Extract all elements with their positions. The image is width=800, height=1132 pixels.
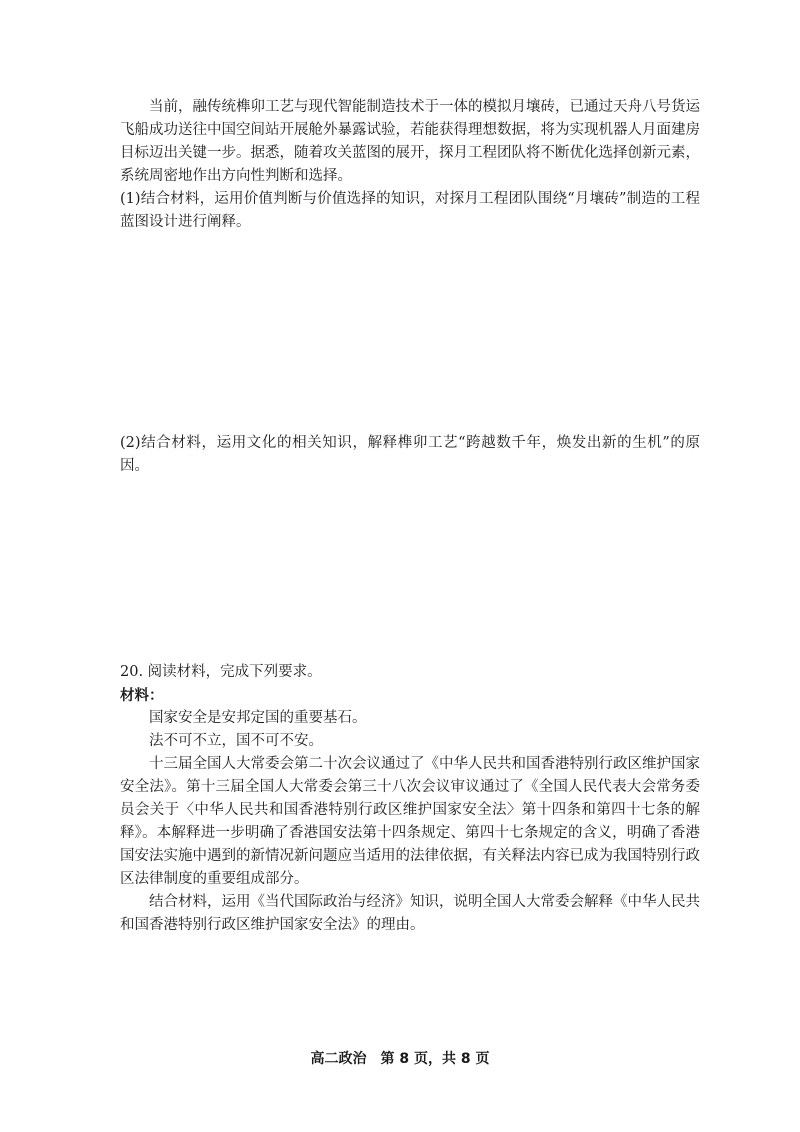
- question-19-part-2: [120, 432, 700, 478]
- question-19-sub-2: (2)结合材料，运用文化的相关知识，解释榫卯工艺“跨越数千年，焕发出新的生机”的原因。: [120, 435, 700, 474]
- page-footer: 高二政治 第 8 页，共 8 页: [310, 1051, 490, 1067]
- question-19-material: [120, 96, 700, 234]
- question-19-sub-1: (1)结合材料，运用价值判断与价值选择的知识，对探月工程团队围绕“月壤砖”制造的工程蓝图设计进行阐释。: [120, 191, 700, 230]
- material-line-1: 国家安全是安邦定国的重要基石。: [149, 710, 367, 726]
- question-20-task: 结合材料，运用《当代国际政治与经济》知识，说明全国人大常委会解释《中华人民共和国香港特别行政区维护国家安全法》的理由。: [120, 894, 700, 933]
- question-20: [120, 661, 700, 937]
- material-label: 材料：: [120, 687, 164, 704]
- material-line-2: 法不可不立，国不可不安。: [149, 733, 323, 749]
- material-paragraph: 十三届全国人大常委会第二十次会议通过了《中华人民共和国香港特别行政区维护国家安全法》。第十三届全国人大常委会第三十八次会议审议通过了《全国人民代表大会常务委员会关于〈中华人民共和国香港特别行政区维护国家安全法〉第十四条和第四十七条的解释》。本解释进一步明确了香港国安法第十四条规定、第四十七条规定的含义，明确了香港国安法实施中遇到的新情况新问题应当适用的法律依据，有关释法内容已成为我国特别行政区法律制度的重要组成部分。: [120, 756, 700, 887]
- question-20-heading: 20. 阅读材料，完成下列要求。: [120, 664, 322, 680]
- question-19-paragraph: 当前，融传统榫卯工艺与现代智能制造技术于一体的模拟月壤砖，已通过天舟八号货运飞船成功送往中国空间站开展舱外暴露试验，若能获得理想数据，将为实现机器人月面建房目标迈出关键一步。据悉，随着攻关蓝图的展开，探月工程团队将不断优化选择创新元素，系统周密地作出方向性判断和选择。: [120, 99, 700, 184]
